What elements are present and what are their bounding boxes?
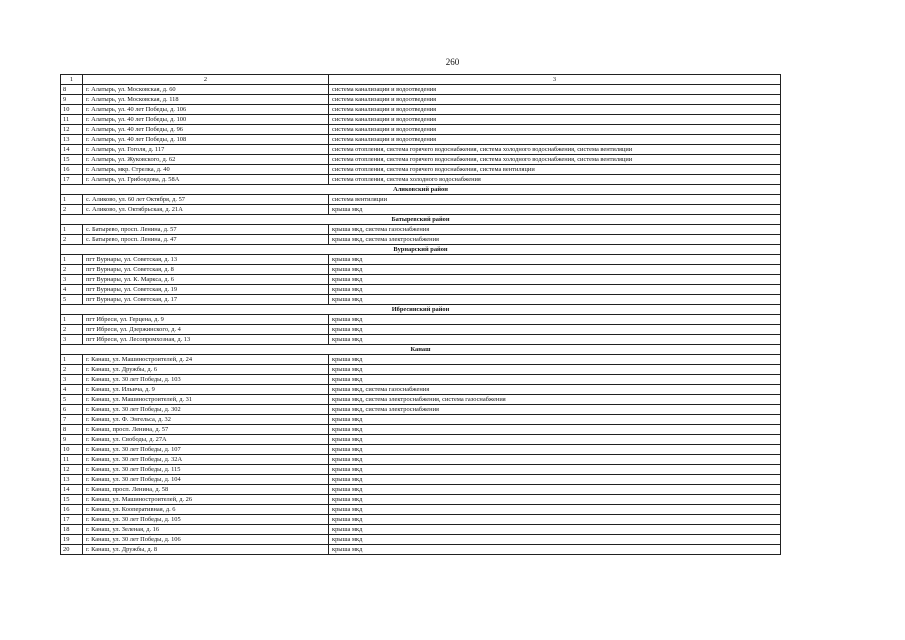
row-systems: крыша мкд: [329, 335, 781, 345]
row-number: 17: [61, 175, 83, 185]
row-systems: крыша мкд: [329, 525, 781, 535]
row-address: пгт Вурнары, ул. Советская, д. 17: [83, 295, 329, 305]
row-number: 18: [61, 525, 83, 535]
row-systems: система канализации и водоотведения: [329, 85, 781, 95]
row-number: 4: [61, 285, 83, 295]
row-address: с. Аликово, ул. 60 лет Октября, д. 57: [83, 195, 329, 205]
row-address: с. Батырево, просп. Ленина, д. 47: [83, 235, 329, 245]
register-table: [60, 74, 781, 555]
table-row: [61, 285, 781, 295]
column-number-2: 2: [83, 75, 329, 85]
row-address: г. Канаш, ул. 30 лет Победы, д. 302: [83, 405, 329, 415]
row-address: г. Канаш, ул. 30 лет Победы, д. 103: [83, 375, 329, 385]
table-row: [61, 415, 781, 425]
row-number: 1: [61, 225, 83, 235]
table-row: [61, 495, 781, 505]
table-row: [61, 525, 781, 535]
row-address: г. Алатырь, ул. 40 лет Победы, д. 100: [83, 115, 329, 125]
row-number: 5: [61, 295, 83, 305]
row-number: 16: [61, 165, 83, 175]
row-number: 3: [61, 275, 83, 285]
row-systems: крыша мкд, система электроснабжения: [329, 235, 781, 245]
row-address: г. Алатырь, мкр. Стрелка, д. 40: [83, 165, 329, 175]
row-systems: крыша мкд: [329, 295, 781, 305]
row-number: 2: [61, 325, 83, 335]
row-address: г. Канаш, ул. Кооперативная, д. 6: [83, 505, 329, 515]
row-number: 19: [61, 535, 83, 545]
row-number: 10: [61, 105, 83, 115]
register-body: [61, 75, 781, 555]
row-number: 12: [61, 125, 83, 135]
row-address: г. Канаш, ул. Машиностроителей, д. 26: [83, 495, 329, 505]
table-row: [61, 275, 781, 285]
section-title: Канаш: [61, 345, 781, 355]
row-address: г. Канаш, ул. 30 лет Победы, д. 104: [83, 475, 329, 485]
row-address: пгт Вурнары, ул. Советская, д. 8: [83, 265, 329, 275]
row-address: г. Канаш, ул. 30 лет Победы, д. 115: [83, 465, 329, 475]
row-number: 8: [61, 425, 83, 435]
row-address: г. Алатырь, ул. Грибоедова, д. 58А: [83, 175, 329, 185]
row-address: г. Алатырь, ул. Московская, д. 60: [83, 85, 329, 95]
row-systems: система канализации и водоотведения: [329, 125, 781, 135]
row-systems: система отопления, система холодного водоснабжения: [329, 175, 781, 185]
row-number: 1: [61, 315, 83, 325]
section-row: [61, 345, 781, 355]
row-systems: система отопления, система горячего водоснабжения, система вентиляции: [329, 165, 781, 175]
row-number: 2: [61, 235, 83, 245]
row-systems: крыша мкд: [329, 435, 781, 445]
table-row: [61, 405, 781, 415]
table-row: [61, 225, 781, 235]
row-systems: крыша мкд: [329, 255, 781, 265]
row-systems: крыша мкд: [329, 355, 781, 365]
row-systems: крыша мкд, система газоснабжения: [329, 385, 781, 395]
row-number: 3: [61, 335, 83, 345]
table-row: [61, 165, 781, 175]
row-address: пгт Вурнары, ул. Советская, д. 19: [83, 285, 329, 295]
row-number: 20: [61, 545, 83, 555]
row-number: 14: [61, 145, 83, 155]
row-address: г. Канаш, ул. 30 лет Победы, д. 105: [83, 515, 329, 525]
table-row: [61, 135, 781, 145]
row-systems: крыша мкд: [329, 205, 781, 215]
table-row: [61, 145, 781, 155]
row-systems: крыша мкд: [329, 275, 781, 285]
row-number: 11: [61, 115, 83, 125]
row-systems: крыша мкд: [329, 535, 781, 545]
row-address: пгт Ибреси, ул. Герцена, д. 9: [83, 315, 329, 325]
row-number: 4: [61, 385, 83, 395]
row-number: 11: [61, 455, 83, 465]
section-row: [61, 245, 781, 255]
row-address: с. Аликово, ул. Октябрьская, д. 21А: [83, 205, 329, 215]
table-row: [61, 95, 781, 105]
section-row: [61, 305, 781, 315]
row-systems: крыша мкд: [329, 415, 781, 425]
table-row: [61, 485, 781, 495]
row-systems: крыша мкд: [329, 315, 781, 325]
table-row: [61, 85, 781, 95]
section-row: [61, 215, 781, 225]
row-systems: система канализации и водоотведения: [329, 95, 781, 105]
row-address: г. Канаш, просп. Ленина, д. 57: [83, 425, 329, 435]
row-number: 10: [61, 445, 83, 455]
row-address: г. Канаш, ул. Дружбы, д. 8: [83, 545, 329, 555]
row-address: г. Канаш, ул. Свободы, д. 27А: [83, 435, 329, 445]
row-number: 2: [61, 205, 83, 215]
section-title: Вурнарский район: [61, 245, 781, 255]
section-title: Ибресинский район: [61, 305, 781, 315]
table-row: [61, 465, 781, 475]
table-row: [61, 475, 781, 485]
table-row: [61, 515, 781, 525]
row-address: г. Канаш, ул. Машиностроителей, д. 24: [83, 355, 329, 365]
row-systems: крыша мкд: [329, 485, 781, 495]
row-number: 1: [61, 355, 83, 365]
row-address: г. Канаш, ул. 30 лет Победы, д. 106: [83, 535, 329, 545]
table-row: [61, 205, 781, 215]
row-address: г. Канаш, ул. Ф. Энгельса, д. 32: [83, 415, 329, 425]
table-row: [61, 125, 781, 135]
table-row: [61, 455, 781, 465]
table-row: [61, 365, 781, 375]
row-address: пгт Ибреси, ул. Лесопромхозная, д. 13: [83, 335, 329, 345]
row-number: 12: [61, 465, 83, 475]
row-number: 9: [61, 435, 83, 445]
row-systems: крыша мкд: [329, 465, 781, 475]
row-address: г. Алатырь, ул. Гоголя, д. 117: [83, 145, 329, 155]
section-title: Батыревский район: [61, 215, 781, 225]
row-number: 6: [61, 405, 83, 415]
column-number-row: [61, 75, 781, 85]
row-address: пгт Ибреси, ул. Дзержинского, д. 4: [83, 325, 329, 335]
table-row: [61, 195, 781, 205]
row-systems: система канализации и водоотведения: [329, 115, 781, 125]
row-systems: крыша мкд: [329, 325, 781, 335]
table-row: [61, 375, 781, 385]
table-row: [61, 335, 781, 345]
row-address: пгт Вурнары, ул. К. Маркса, д. 6: [83, 275, 329, 285]
row-address: г. Канаш, ул. Дружбы, д. 6: [83, 365, 329, 375]
row-systems: крыша мкд: [329, 495, 781, 505]
row-address: г. Алатырь, ул. Жуковского, д. 62: [83, 155, 329, 165]
row-address: г. Алатырь, ул. Московская, д. 118: [83, 95, 329, 105]
row-address: г. Алатырь, ул. 40 лет Победы, д. 96: [83, 125, 329, 135]
column-number-3: 3: [329, 75, 781, 85]
row-systems: крыша мкд, система электроснабжения, система газоснабжения: [329, 395, 781, 405]
table-row: [61, 435, 781, 445]
row-systems: крыша мкд: [329, 545, 781, 555]
row-systems: крыша мкд: [329, 475, 781, 485]
section-title: Аликовский район: [61, 185, 781, 195]
row-systems: крыша мкд: [329, 425, 781, 435]
row-address: с. Батырево, просп. Ленина, д. 57: [83, 225, 329, 235]
row-systems: крыша мкд: [329, 455, 781, 465]
table-row: [61, 325, 781, 335]
row-systems: крыша мкд, система газоснабжения: [329, 225, 781, 235]
row-address: г. Алатырь, ул. 40 лет Победы, д. 108: [83, 135, 329, 145]
table-row: [61, 175, 781, 185]
row-number: 5: [61, 395, 83, 405]
table-row: [61, 505, 781, 515]
table-row: [61, 155, 781, 165]
table-row: [61, 545, 781, 555]
table-row: [61, 105, 781, 115]
table-row: [61, 395, 781, 405]
row-systems: крыша мкд: [329, 265, 781, 275]
row-number: 17: [61, 515, 83, 525]
table-row: [61, 295, 781, 305]
row-address: г. Канаш, ул. Машиностроителей, д. 31: [83, 395, 329, 405]
row-systems: система отопления, система горячего водоснабжения, система холодного водоснабжения, система вентиляции: [329, 155, 781, 165]
row-address: г. Канаш, ул. Зеленая, д. 16: [83, 525, 329, 535]
row-number: 3: [61, 375, 83, 385]
row-number: 16: [61, 505, 83, 515]
row-number: 8: [61, 85, 83, 95]
row-address: г. Алатырь, ул. 40 лет Победы, д. 106: [83, 105, 329, 115]
row-address: г. Канаш, ул. 30 лет Победы, д. 32А: [83, 455, 329, 465]
row-number: 2: [61, 365, 83, 375]
row-systems: крыша мкд: [329, 375, 781, 385]
row-number: 15: [61, 155, 83, 165]
row-number: 2: [61, 265, 83, 275]
row-number: 13: [61, 475, 83, 485]
row-address: пгт Вурнары, ул. Советская, д. 13: [83, 255, 329, 265]
row-systems: система канализации и водоотведения: [329, 135, 781, 145]
row-number: 7: [61, 415, 83, 425]
row-systems: система вентиляции: [329, 195, 781, 205]
table-row: [61, 355, 781, 365]
table-row: [61, 385, 781, 395]
row-number: 15: [61, 495, 83, 505]
row-systems: крыша мкд: [329, 505, 781, 515]
table-row: [61, 235, 781, 245]
row-systems: крыша мкд: [329, 285, 781, 295]
section-row: [61, 185, 781, 195]
table-row: [61, 255, 781, 265]
table-row: [61, 535, 781, 545]
row-number: 13: [61, 135, 83, 145]
table-row: [61, 445, 781, 455]
row-number: 1: [61, 255, 83, 265]
table-row: [61, 115, 781, 125]
row-address: г. Канаш, ул. 30 лет Победы, д. 107: [83, 445, 329, 455]
row-address: г. Канаш, просп. Ленина, д. 58: [83, 485, 329, 495]
row-systems: крыша мкд, система электроснабжения: [329, 405, 781, 415]
table-row: [61, 425, 781, 435]
row-systems: крыша мкд: [329, 445, 781, 455]
row-systems: крыша мкд: [329, 515, 781, 525]
row-systems: система отопления, система горячего водоснабжения, система холодного водоснабжения, система вентиляции: [329, 145, 781, 155]
row-number: 1: [61, 195, 83, 205]
row-systems: система канализации и водоотведения: [329, 105, 781, 115]
row-number: 14: [61, 485, 83, 495]
row-number: 9: [61, 95, 83, 105]
table-row: [61, 315, 781, 325]
row-address: г. Канаш, ул. Ильича, д. 9: [83, 385, 329, 395]
row-systems: крыша мкд: [329, 365, 781, 375]
page-number: 260: [445, 57, 460, 67]
column-number-1: 1: [61, 75, 83, 85]
table-row: [61, 265, 781, 275]
